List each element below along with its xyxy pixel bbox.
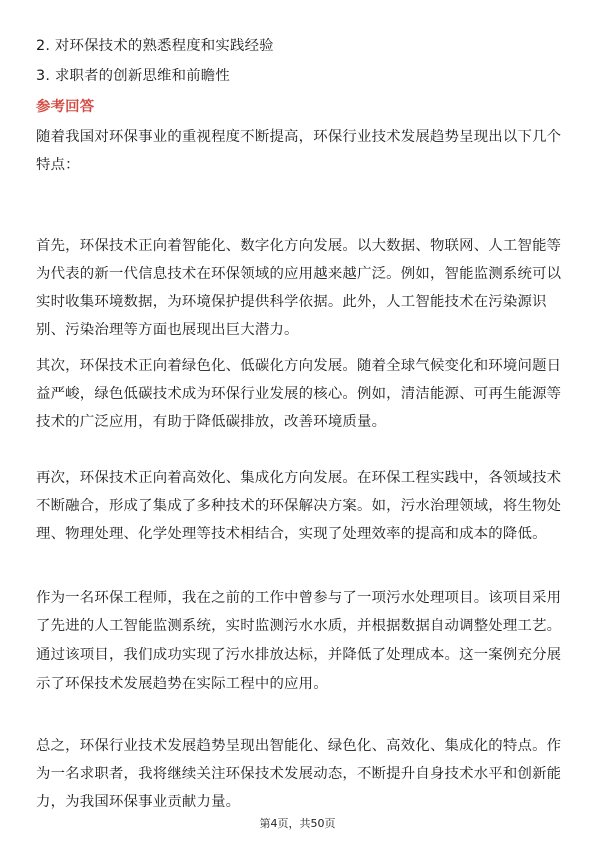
paragraph-conclusion-line: 总之，环保行业技术发展趋势呈现出智能化、绿色化、高效化、集成化的特点。作 <box>36 738 562 754</box>
section-heading-answer: 参考回答 <box>36 99 95 115</box>
paragraph-third-line: 再次，环保技术正向着高效化、集成化方向发展。在环保工程实践中，各领域技术 <box>36 470 562 486</box>
paragraph-second-line: 益严峻，绿色低碳技术成为环保行业发展的核心。例如，清洁能源、可再生能源等 <box>36 386 562 402</box>
paragraph-second-line: 技术的广泛应用，有助于降低碳排放，改善环境质量。 <box>36 414 387 430</box>
criteria-item-3: 3. 求职者的创新思维和前瞻性 <box>36 68 230 84</box>
criteria-item-2: 2. 对环保技术的熟悉程度和实践经验 <box>36 38 274 54</box>
paragraph-intro-line: 随着我国对环保事业的重视程度不断提高，环保行业技术发展趋势呈现出以下几个 <box>36 129 562 145</box>
paragraph-conclusion-line: 为一名求职者，我将继续关注环保技术发展动态，不断提升自身技术水平和创新能 <box>36 766 562 782</box>
paragraph-third-line: 不断融合，形成了集成了多种技术的环保解决方案。如，污水治理领域，将生物处 <box>36 498 562 514</box>
paragraph-example-line: 了先进的人工智能监测系统，实时监测污水水质，并根据数据自动调整处理工艺。 <box>36 618 562 634</box>
page-number: 第4页，共50页 <box>259 817 336 830</box>
paragraph-example-line: 作为一名环保工程师，我在之前的工作中曾参与了一项污水处理项目。该项目采用 <box>36 590 562 606</box>
paragraph-intro-line: 特点： <box>36 157 80 173</box>
paragraph-first-line: 为代表的新一代信息技术在环保领域的应用越来越广泛。例如，智能监测系统可以 <box>36 266 562 282</box>
paragraph-third-line: 理、物理处理、化学处理等技术相结合，实现了处理效率的提高和成本的降低。 <box>36 526 547 542</box>
paragraph-first-line: 实时收集环境数据，为环境保护提供科学依据。此外，人工智能技术在污染源识 <box>36 294 547 310</box>
paragraph-conclusion-line: 力，为我国环保事业贡献力量。 <box>36 794 241 810</box>
paragraph-first-line: 别、污染治理等方面也展现出巨大潜力。 <box>36 322 299 338</box>
paragraph-second-line: 其次，环保技术正向着绿色化、低碳化方向发展。随着全球气候变化和环境问题日 <box>36 358 562 374</box>
paragraph-example-line: 通过该项目，我们成功实现了污水排放达标，并降低了处理成本。这一案例充分展 <box>36 647 562 663</box>
paragraph-first-line: 首先，环保技术正向着智能化、数字化方向发展。以大数据、物联网、人工智能等 <box>36 238 562 254</box>
paragraph-example-line: 示了环保技术发展趋势在实际工程中的应用。 <box>36 676 328 692</box>
